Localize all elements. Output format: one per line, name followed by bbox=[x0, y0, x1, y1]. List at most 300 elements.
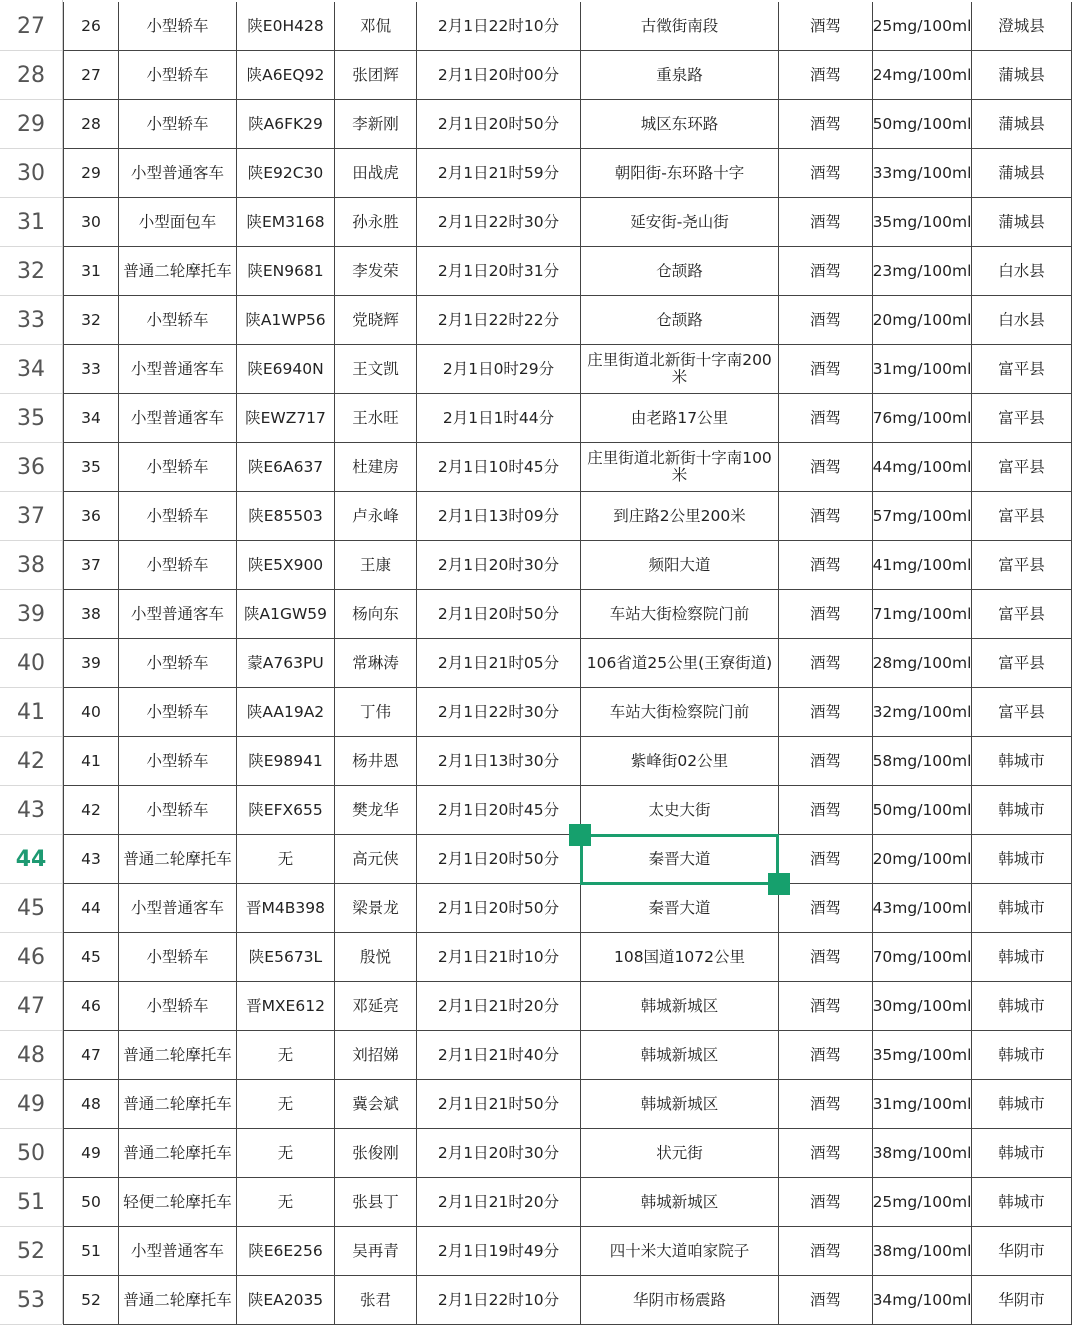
cell-alcohol[interactable]: 58mg/100ml bbox=[873, 737, 972, 786]
cell-vehicle-type[interactable]: 小型普通客车 bbox=[119, 345, 237, 394]
cell-vehicle-type[interactable]: 小型轿车 bbox=[119, 100, 237, 149]
cell-seq[interactable]: 26 bbox=[63, 2, 119, 51]
cell-county[interactable]: 蒲城县 bbox=[972, 198, 1072, 247]
cell-plate[interactable]: 陕E85503 bbox=[237, 492, 335, 541]
cell-driver[interactable]: 杨井恩 bbox=[335, 737, 417, 786]
cell-location[interactable]: 韩城新城区 bbox=[581, 1178, 779, 1227]
cell-time[interactable]: 2月1日13时09分 bbox=[417, 492, 581, 541]
cell-plate[interactable]: 陕A6EQ92 bbox=[237, 51, 335, 100]
cell-time[interactable]: 2月1日10时45分 bbox=[417, 443, 581, 492]
cell-violation[interactable]: 酒驾 bbox=[779, 541, 873, 590]
row-header[interactable]: 28 bbox=[0, 51, 62, 100]
row-header[interactable]: 47 bbox=[0, 982, 62, 1031]
table-row bbox=[0, 149, 1080, 198]
cell-driver[interactable]: 樊龙华 bbox=[335, 786, 417, 835]
cell-county[interactable]: 澄城县 bbox=[972, 2, 1072, 51]
cell-location[interactable]: 频阳大道 bbox=[581, 541, 779, 590]
cell-plate[interactable]: 无 bbox=[237, 1178, 335, 1227]
cell-location[interactable]: 朝阳街-东环路十字 bbox=[581, 149, 779, 198]
table-row bbox=[0, 1129, 1080, 1178]
cell-alcohol[interactable]: 31mg/100ml bbox=[873, 345, 972, 394]
cell-violation[interactable]: 酒驾 bbox=[779, 492, 873, 541]
cell-time[interactable]: 2月1日20时30分 bbox=[417, 541, 581, 590]
cell-violation[interactable]: 酒驾 bbox=[779, 835, 873, 884]
table-row bbox=[0, 590, 1080, 639]
table-row bbox=[0, 2, 1080, 51]
cell-location[interactable]: 仓颉路 bbox=[581, 247, 779, 296]
cell-plate[interactable]: 陕A1WP56 bbox=[237, 296, 335, 345]
table-row bbox=[0, 198, 1080, 247]
cell-county[interactable]: 富平县 bbox=[972, 443, 1072, 492]
cell-vehicle-type[interactable]: 小型轿车 bbox=[119, 51, 237, 100]
cell-vehicle-type[interactable]: 小型普通客车 bbox=[119, 590, 237, 639]
cell-time[interactable]: 2月1日22时10分 bbox=[417, 2, 581, 51]
cell-alcohol[interactable]: 76mg/100ml bbox=[873, 394, 972, 443]
cell-violation[interactable]: 酒驾 bbox=[779, 100, 873, 149]
table-row bbox=[0, 639, 1080, 688]
cell-location[interactable]: 秦晋大道 bbox=[581, 884, 779, 933]
cell-time[interactable]: 2月1日21时59分 bbox=[417, 149, 581, 198]
cell-alcohol[interactable]: 31mg/100ml bbox=[873, 1080, 972, 1129]
table-row bbox=[0, 394, 1080, 443]
cell-plate[interactable]: 陕E5X900 bbox=[237, 541, 335, 590]
row-header[interactable]: 27 bbox=[0, 2, 62, 51]
cell-time[interactable]: 2月1日20时50分 bbox=[417, 100, 581, 149]
cell-seq[interactable]: 32 bbox=[63, 296, 119, 345]
cell-violation[interactable]: 酒驾 bbox=[779, 933, 873, 982]
cell-county[interactable]: 白水县 bbox=[972, 247, 1072, 296]
cell-driver[interactable]: 张君 bbox=[335, 1276, 417, 1325]
cell-county[interactable]: 富平县 bbox=[972, 394, 1072, 443]
row-header[interactable]: 44 bbox=[0, 835, 62, 884]
cell-driver[interactable]: 田战虎 bbox=[335, 149, 417, 198]
cell-plate[interactable]: 无 bbox=[237, 1031, 335, 1080]
cell-violation[interactable]: 酒驾 bbox=[779, 786, 873, 835]
cell-violation[interactable]: 酒驾 bbox=[779, 443, 873, 492]
cell-time[interactable]: 2月1日22时30分 bbox=[417, 688, 581, 737]
cell-time[interactable]: 2月1日20时31分 bbox=[417, 247, 581, 296]
table-row bbox=[0, 737, 1080, 786]
cell-plate[interactable]: 陕E6A637 bbox=[237, 443, 335, 492]
table-row bbox=[0, 247, 1080, 296]
cell-driver[interactable]: 王康 bbox=[335, 541, 417, 590]
table-row bbox=[0, 1178, 1080, 1227]
cell-alcohol[interactable]: 35mg/100ml bbox=[873, 198, 972, 247]
cell-driver[interactable]: 冀会斌 bbox=[335, 1080, 417, 1129]
cell-plate[interactable]: 晋M4B398 bbox=[237, 884, 335, 933]
cell-seq[interactable]: 44 bbox=[63, 884, 119, 933]
row-header[interactable]: 34 bbox=[0, 345, 62, 394]
row-header[interactable]: 38 bbox=[0, 541, 62, 590]
cell-time[interactable]: 2月1日19时49分 bbox=[417, 1227, 581, 1276]
cell-county[interactable]: 富平县 bbox=[972, 590, 1072, 639]
cell-county[interactable]: 蒲城县 bbox=[972, 100, 1072, 149]
cell-time[interactable]: 2月1日20时50分 bbox=[417, 590, 581, 639]
cell-location[interactable]: 庄里街道北新街十字南100米 bbox=[581, 443, 779, 492]
cell-seq[interactable]: 52 bbox=[63, 1276, 119, 1325]
cell-plate[interactable]: 陕E5673L bbox=[237, 933, 335, 982]
table-row bbox=[0, 1080, 1080, 1129]
cell-violation[interactable]: 酒驾 bbox=[779, 51, 873, 100]
cell-time[interactable]: 2月1日0时29分 bbox=[417, 345, 581, 394]
cell-seq[interactable]: 39 bbox=[63, 639, 119, 688]
cell-county[interactable]: 蒲城县 bbox=[972, 51, 1072, 100]
cell-violation[interactable]: 酒驾 bbox=[779, 1031, 873, 1080]
cell-seq[interactable]: 45 bbox=[63, 933, 119, 982]
cell-time[interactable]: 2月1日20时30分 bbox=[417, 1129, 581, 1178]
cell-violation[interactable]: 酒驾 bbox=[779, 394, 873, 443]
cell-violation[interactable]: 酒驾 bbox=[779, 1276, 873, 1325]
cell-vehicle-type[interactable]: 小型普通客车 bbox=[119, 884, 237, 933]
cell-violation[interactable]: 酒驾 bbox=[779, 884, 873, 933]
cell-vehicle-type[interactable]: 小型轿车 bbox=[119, 541, 237, 590]
cell-seq[interactable]: 46 bbox=[63, 982, 119, 1031]
cell-time[interactable]: 2月1日21时10分 bbox=[417, 933, 581, 982]
cell-time[interactable]: 2月1日22时10分 bbox=[417, 1276, 581, 1325]
table-row bbox=[0, 296, 1080, 345]
table-row bbox=[0, 51, 1080, 100]
cell-driver[interactable]: 丁伟 bbox=[335, 688, 417, 737]
cell-driver[interactable]: 邓侃 bbox=[335, 2, 417, 51]
cell-county[interactable]: 韩城市 bbox=[972, 982, 1072, 1031]
cell-alcohol[interactable]: 25mg/100ml bbox=[873, 2, 972, 51]
row-header[interactable]: 39 bbox=[0, 590, 62, 639]
cell-county[interactable]: 韩城市 bbox=[972, 933, 1072, 982]
cell-plate[interactable]: 陕A1GW59 bbox=[237, 590, 335, 639]
table-row bbox=[0, 1276, 1080, 1325]
cell-plate[interactable]: 陕EFX655 bbox=[237, 786, 335, 835]
table-row bbox=[0, 345, 1080, 394]
cell-seq[interactable]: 27 bbox=[63, 51, 119, 100]
cell-driver[interactable]: 常琳涛 bbox=[335, 639, 417, 688]
cell-driver[interactable]: 梁景龙 bbox=[335, 884, 417, 933]
cell-alcohol[interactable]: 38mg/100ml bbox=[873, 1227, 972, 1276]
cell-seq[interactable]: 31 bbox=[63, 247, 119, 296]
cell-county[interactable]: 韩城市 bbox=[972, 835, 1072, 884]
cell-seq[interactable]: 30 bbox=[63, 198, 119, 247]
cell-driver[interactable]: 杜建房 bbox=[335, 443, 417, 492]
cell-time[interactable]: 2月1日20时50分 bbox=[417, 884, 581, 933]
cell-time[interactable]: 2月1日20时00分 bbox=[417, 51, 581, 100]
selection-handle-top-left[interactable] bbox=[569, 824, 591, 846]
cell-violation[interactable]: 酒驾 bbox=[779, 982, 873, 1031]
cell-vehicle-type[interactable]: 小型面包车 bbox=[119, 198, 237, 247]
row-header[interactable]: 37 bbox=[0, 492, 62, 541]
row-header[interactable]: 31 bbox=[0, 198, 62, 247]
cell-vehicle-type[interactable]: 小型轿车 bbox=[119, 296, 237, 345]
cell-vehicle-type[interactable]: 普通二轮摩托车 bbox=[119, 1080, 237, 1129]
cell-plate[interactable]: 陕EM3168 bbox=[237, 198, 335, 247]
cell-seq[interactable]: 37 bbox=[63, 541, 119, 590]
cell-vehicle-type[interactable]: 小型轿车 bbox=[119, 737, 237, 786]
cell-county[interactable]: 韩城市 bbox=[972, 1178, 1072, 1227]
cell-location[interactable]: 车站大街检察院门前 bbox=[581, 688, 779, 737]
cell-vehicle-type[interactable]: 普通二轮摩托车 bbox=[119, 1276, 237, 1325]
cell-alcohol[interactable]: 50mg/100ml bbox=[873, 100, 972, 149]
cell-seq[interactable]: 49 bbox=[63, 1129, 119, 1178]
cell-alcohol[interactable]: 34mg/100ml bbox=[873, 1276, 972, 1325]
cell-driver[interactable]: 刘招娣 bbox=[335, 1031, 417, 1080]
cell-alcohol[interactable]: 41mg/100ml bbox=[873, 541, 972, 590]
cell-plate[interactable]: 无 bbox=[237, 1129, 335, 1178]
cell-county[interactable]: 韩城市 bbox=[972, 1129, 1072, 1178]
cell-vehicle-type[interactable]: 小型轿车 bbox=[119, 933, 237, 982]
cell-plate[interactable]: 陕EWZ717 bbox=[237, 394, 335, 443]
cell-seq[interactable]: 50 bbox=[63, 1178, 119, 1227]
cell-location[interactable]: 华阴市杨震路 bbox=[581, 1276, 779, 1325]
cell-violation[interactable]: 酒驾 bbox=[779, 2, 873, 51]
cell-county[interactable]: 韩城市 bbox=[972, 884, 1072, 933]
cell-violation[interactable]: 酒驾 bbox=[779, 1178, 873, 1227]
cell-alcohol[interactable]: 20mg/100ml bbox=[873, 835, 972, 884]
cell-location[interactable]: 秦晋大道 bbox=[581, 835, 779, 884]
row-header[interactable]: 33 bbox=[0, 296, 62, 345]
cell-seq[interactable]: 28 bbox=[63, 100, 119, 149]
cell-alcohol[interactable]: 38mg/100ml bbox=[873, 1129, 972, 1178]
cell-plate[interactable]: 无 bbox=[237, 835, 335, 884]
cell-violation[interactable]: 酒驾 bbox=[779, 590, 873, 639]
row-header[interactable]: 42 bbox=[0, 737, 62, 786]
cell-seq[interactable]: 35 bbox=[63, 443, 119, 492]
table-row bbox=[0, 492, 1080, 541]
cell-county[interactable]: 韩城市 bbox=[972, 1031, 1072, 1080]
cell-violation[interactable]: 酒驾 bbox=[779, 737, 873, 786]
row-header[interactable]: 29 bbox=[0, 100, 62, 149]
cell-time[interactable]: 2月1日21时20分 bbox=[417, 1178, 581, 1227]
cell-alcohol[interactable]: 25mg/100ml bbox=[873, 1178, 972, 1227]
cell-county[interactable]: 韩城市 bbox=[972, 737, 1072, 786]
cell-county[interactable]: 华阴市 bbox=[972, 1276, 1072, 1325]
table-row bbox=[0, 1031, 1080, 1080]
cell-location[interactable]: 紫峰街02公里 bbox=[581, 737, 779, 786]
cell-violation[interactable]: 酒驾 bbox=[779, 198, 873, 247]
table-row bbox=[0, 1227, 1080, 1276]
cell-vehicle-type[interactable]: 小型普通客车 bbox=[119, 149, 237, 198]
table-row bbox=[0, 982, 1080, 1031]
cell-vehicle-type[interactable]: 小型轿车 bbox=[119, 982, 237, 1031]
row-header[interactable]: 51 bbox=[0, 1178, 62, 1227]
cell-time[interactable]: 2月1日13时30分 bbox=[417, 737, 581, 786]
table-row bbox=[0, 884, 1080, 933]
cell-vehicle-type[interactable]: 轻便二轮摩托车 bbox=[119, 1178, 237, 1227]
cell-driver[interactable]: 党晓辉 bbox=[335, 296, 417, 345]
row-header[interactable]: 50 bbox=[0, 1129, 62, 1178]
cell-plate[interactable]: 陕E0H428 bbox=[237, 2, 335, 51]
cell-vehicle-type[interactable]: 普通二轮摩托车 bbox=[119, 1031, 237, 1080]
row-header[interactable]: 32 bbox=[0, 247, 62, 296]
cell-seq[interactable]: 33 bbox=[63, 345, 119, 394]
row-header[interactable]: 48 bbox=[0, 1031, 62, 1080]
cell-location[interactable]: 韩城新城区 bbox=[581, 1031, 779, 1080]
cell-plate[interactable]: 陕E6E256 bbox=[237, 1227, 335, 1276]
cell-vehicle-type[interactable]: 普通二轮摩托车 bbox=[119, 1129, 237, 1178]
row-header[interactable]: 46 bbox=[0, 933, 62, 982]
cell-location[interactable]: 庄里街道北新街十字南200米 bbox=[581, 345, 779, 394]
cell-alcohol[interactable]: 28mg/100ml bbox=[873, 639, 972, 688]
cell-time[interactable]: 2月1日21时40分 bbox=[417, 1031, 581, 1080]
cell-plate[interactable]: 陕E98941 bbox=[237, 737, 335, 786]
cell-location[interactable]: 状元街 bbox=[581, 1129, 779, 1178]
cell-alcohol[interactable]: 32mg/100ml bbox=[873, 688, 972, 737]
table-row bbox=[0, 688, 1080, 737]
cell-violation[interactable]: 酒驾 bbox=[779, 296, 873, 345]
cell-time[interactable]: 2月1日21时05分 bbox=[417, 639, 581, 688]
cell-driver[interactable]: 高元侠 bbox=[335, 835, 417, 884]
row-header[interactable]: 45 bbox=[0, 884, 62, 933]
cell-violation[interactable]: 酒驾 bbox=[779, 1129, 873, 1178]
cell-driver[interactable]: 吴再青 bbox=[335, 1227, 417, 1276]
cell-driver[interactable]: 孙永胜 bbox=[335, 198, 417, 247]
cell-vehicle-type[interactable]: 小型普通客车 bbox=[119, 394, 237, 443]
cell-seq[interactable]: 34 bbox=[63, 394, 119, 443]
cell-location[interactable]: 由老路17公里 bbox=[581, 394, 779, 443]
cell-vehicle-type[interactable]: 小型轿车 bbox=[119, 2, 237, 51]
cell-alcohol[interactable]: 35mg/100ml bbox=[873, 1031, 972, 1080]
cell-plate[interactable]: 晋MXE612 bbox=[237, 982, 335, 1031]
table-row bbox=[0, 786, 1080, 835]
cell-alcohol[interactable]: 24mg/100ml bbox=[873, 51, 972, 100]
cell-location[interactable]: 韩城新城区 bbox=[581, 1080, 779, 1129]
cell-seq[interactable]: 47 bbox=[63, 1031, 119, 1080]
cell-vehicle-type[interactable]: 小型轿车 bbox=[119, 786, 237, 835]
cell-vehicle-type[interactable]: 小型轿车 bbox=[119, 688, 237, 737]
table-row bbox=[0, 541, 1080, 590]
cell-driver[interactable]: 王水旺 bbox=[335, 394, 417, 443]
cell-county[interactable]: 白水县 bbox=[972, 296, 1072, 345]
cell-alcohol[interactable]: 50mg/100ml bbox=[873, 786, 972, 835]
cell-seq[interactable]: 36 bbox=[63, 492, 119, 541]
cell-driver[interactable]: 李新刚 bbox=[335, 100, 417, 149]
cell-location[interactable]: 太史大街 bbox=[581, 786, 779, 835]
cell-alcohol[interactable]: 30mg/100ml bbox=[873, 982, 972, 1031]
cell-alcohol[interactable]: 43mg/100ml bbox=[873, 884, 972, 933]
cell-driver[interactable]: 卢永峰 bbox=[335, 492, 417, 541]
cell-location[interactable]: 车站大街检察院门前 bbox=[581, 590, 779, 639]
cell-county[interactable]: 蒲城县 bbox=[972, 149, 1072, 198]
cell-vehicle-type[interactable]: 普通二轮摩托车 bbox=[119, 247, 237, 296]
cell-location[interactable]: 仓颉路 bbox=[581, 296, 779, 345]
cell-seq[interactable]: 41 bbox=[63, 737, 119, 786]
table-row bbox=[0, 835, 1080, 884]
cell-violation[interactable]: 酒驾 bbox=[779, 1080, 873, 1129]
cell-time[interactable]: 2月1日20时45分 bbox=[417, 786, 581, 835]
cell-county[interactable]: 富平县 bbox=[972, 541, 1072, 590]
cell-driver[interactable]: 张县丁 bbox=[335, 1178, 417, 1227]
row-header[interactable]: 49 bbox=[0, 1080, 62, 1129]
cell-location[interactable]: 韩城新城区 bbox=[581, 982, 779, 1031]
cell-time[interactable]: 2月1日1时44分 bbox=[417, 394, 581, 443]
cell-seq[interactable]: 38 bbox=[63, 590, 119, 639]
cell-driver[interactable]: 邓延亮 bbox=[335, 982, 417, 1031]
cell-seq[interactable]: 48 bbox=[63, 1080, 119, 1129]
cell-county[interactable]: 富平县 bbox=[972, 639, 1072, 688]
cell-vehicle-type[interactable]: 小型普通客车 bbox=[119, 1227, 237, 1276]
row-header[interactable]: 30 bbox=[0, 149, 62, 198]
cell-alcohol[interactable]: 70mg/100ml bbox=[873, 933, 972, 982]
cell-plate[interactable]: 陕E92C30 bbox=[237, 149, 335, 198]
cell-county[interactable]: 韩城市 bbox=[972, 786, 1072, 835]
cell-location[interactable]: 城区东环路 bbox=[581, 100, 779, 149]
cell-seq[interactable]: 40 bbox=[63, 688, 119, 737]
cell-driver[interactable]: 李发荣 bbox=[335, 247, 417, 296]
cell-vehicle-type[interactable]: 小型轿车 bbox=[119, 639, 237, 688]
cell-seq[interactable]: 42 bbox=[63, 786, 119, 835]
cell-seq[interactable]: 43 bbox=[63, 835, 119, 884]
cell-driver[interactable]: 杨向东 bbox=[335, 590, 417, 639]
cell-violation[interactable]: 酒驾 bbox=[779, 639, 873, 688]
selection-handle-bottom-right[interactable] bbox=[768, 873, 790, 895]
cell-violation[interactable]: 酒驾 bbox=[779, 149, 873, 198]
cell-driver[interactable]: 张俊刚 bbox=[335, 1129, 417, 1178]
cell-time[interactable]: 2月1日22时22分 bbox=[417, 296, 581, 345]
cell-plate[interactable]: 陕EN9681 bbox=[237, 247, 335, 296]
row-header[interactable]: 41 bbox=[0, 688, 62, 737]
cell-county[interactable]: 富平县 bbox=[972, 688, 1072, 737]
cell-driver[interactable]: 王文凯 bbox=[335, 345, 417, 394]
cell-location[interactable]: 延安街-尧山街 bbox=[581, 198, 779, 247]
table-row bbox=[0, 100, 1080, 149]
cell-plate[interactable]: 蒙A763PU bbox=[237, 639, 335, 688]
cell-alcohol[interactable]: 44mg/100ml bbox=[873, 443, 972, 492]
row-header[interactable]: 40 bbox=[0, 639, 62, 688]
row-header[interactable]: 35 bbox=[0, 394, 62, 443]
cell-vehicle-type[interactable]: 普通二轮摩托车 bbox=[119, 835, 237, 884]
cell-location[interactable]: 四十米大道咱家院子 bbox=[581, 1227, 779, 1276]
cell-time[interactable]: 2月1日21时50分 bbox=[417, 1080, 581, 1129]
cell-plate[interactable]: 陕EA2035 bbox=[237, 1276, 335, 1325]
cell-seq[interactable]: 29 bbox=[63, 149, 119, 198]
cell-driver[interactable]: 殷悦 bbox=[335, 933, 417, 982]
cell-location[interactable]: 108国道1072公里 bbox=[581, 933, 779, 982]
row-header-divider bbox=[62, 0, 63, 1324]
table-row bbox=[0, 933, 1080, 982]
cell-plate[interactable]: 陕A6FK29 bbox=[237, 100, 335, 149]
cell-time[interactable]: 2月1日21时20分 bbox=[417, 982, 581, 1031]
cell-plate[interactable]: 无 bbox=[237, 1080, 335, 1129]
row-header[interactable]: 52 bbox=[0, 1227, 62, 1276]
row-header[interactable]: 43 bbox=[0, 786, 62, 835]
cell-county[interactable]: 富平县 bbox=[972, 345, 1072, 394]
cell-time[interactable]: 2月1日22时30分 bbox=[417, 198, 581, 247]
cell-driver[interactable]: 张团辉 bbox=[335, 51, 417, 100]
cell-alcohol[interactable]: 71mg/100ml bbox=[873, 590, 972, 639]
cell-alcohol[interactable]: 23mg/100ml bbox=[873, 247, 972, 296]
cell-vehicle-type[interactable]: 小型轿车 bbox=[119, 492, 237, 541]
cell-alcohol[interactable]: 20mg/100ml bbox=[873, 296, 972, 345]
cell-location[interactable]: 重泉路 bbox=[581, 51, 779, 100]
cell-vehicle-type[interactable]: 小型轿车 bbox=[119, 443, 237, 492]
row-header[interactable]: 53 bbox=[0, 1276, 62, 1325]
cell-plate[interactable]: 陕E6940N bbox=[237, 345, 335, 394]
cell-plate[interactable]: 陕AA19A2 bbox=[237, 688, 335, 737]
cell-violation[interactable]: 酒驾 bbox=[779, 1227, 873, 1276]
cell-alcohol[interactable]: 57mg/100ml bbox=[873, 492, 972, 541]
cell-violation[interactable]: 酒驾 bbox=[779, 247, 873, 296]
cell-county[interactable]: 富平县 bbox=[972, 492, 1072, 541]
cell-violation[interactable]: 酒驾 bbox=[779, 345, 873, 394]
cell-violation[interactable]: 酒驾 bbox=[779, 688, 873, 737]
cell-location[interactable]: 古徵街南段 bbox=[581, 2, 779, 51]
cell-alcohol[interactable]: 33mg/100ml bbox=[873, 149, 972, 198]
cell-seq[interactable]: 51 bbox=[63, 1227, 119, 1276]
row-header[interactable]: 36 bbox=[0, 443, 62, 492]
cell-time[interactable]: 2月1日20时50分 bbox=[417, 835, 581, 884]
table-row bbox=[0, 443, 1080, 492]
cell-county[interactable]: 韩城市 bbox=[972, 1080, 1072, 1129]
cell-location[interactable]: 106省道25公里(王寮街道) bbox=[581, 639, 779, 688]
cell-location[interactable]: 到庄路2公里200米 bbox=[581, 492, 779, 541]
cell-county[interactable]: 华阴市 bbox=[972, 1227, 1072, 1276]
